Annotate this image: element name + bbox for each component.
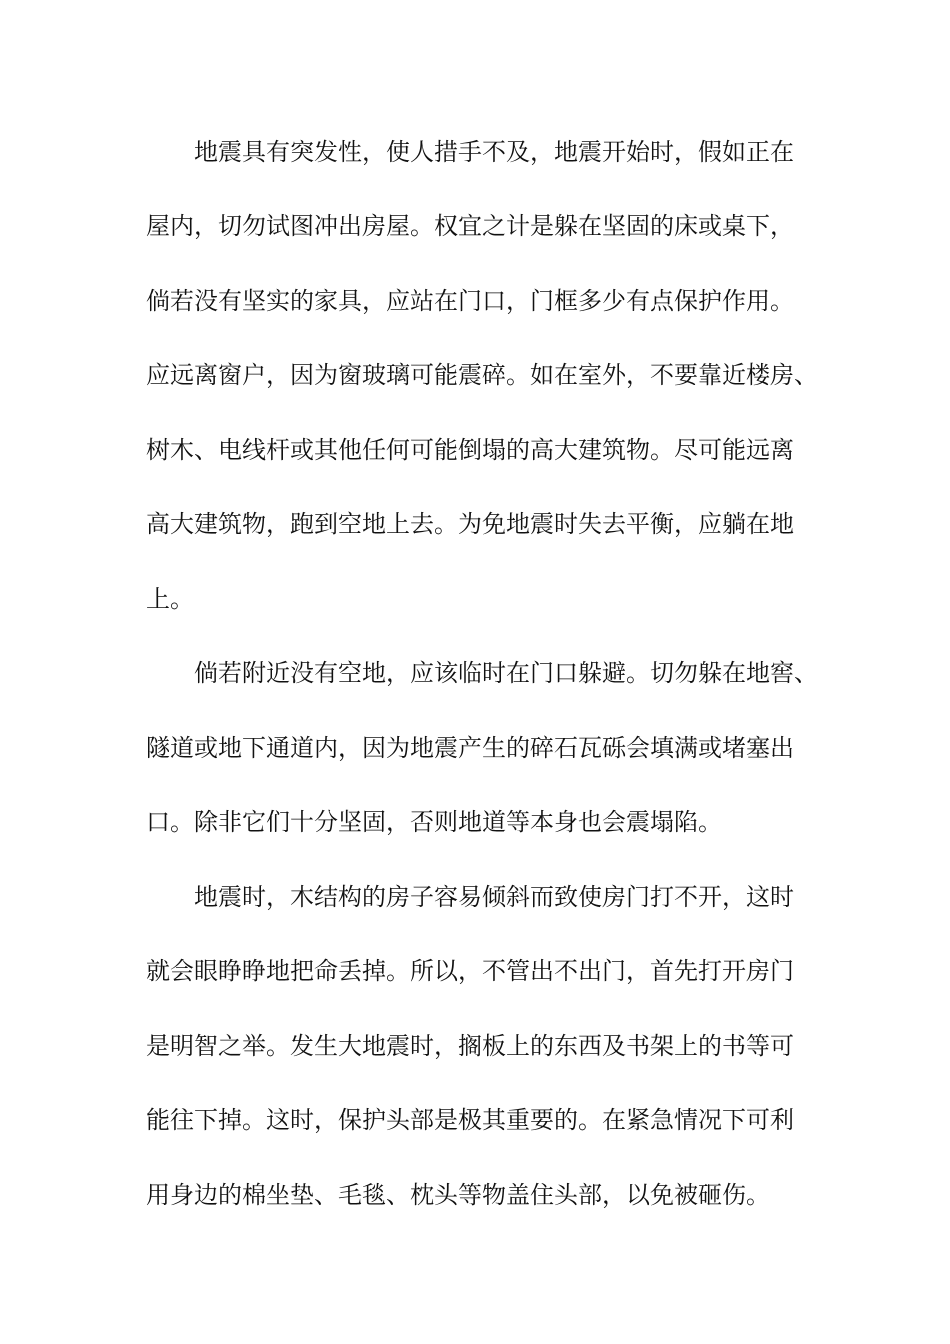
text-line <box>0 1175 950 1215</box>
text-line <box>0 355 950 395</box>
text-line-content: 口。除非它们十分坚固，否则地道等本身也会震塌陷。 <box>146 808 722 836</box>
text-line-content: 应远离窗户，因为窗玻璃可能震碎。如在室外，不要靠近楼房、 <box>146 361 818 389</box>
text-line-content: 是明智之举。发生大地震时，搁板上的东西及书架上的书等可 <box>146 1032 794 1060</box>
text-line-content: 倘若没有坚实的家具，应站在门口，门框多少有点保护作用。 <box>146 287 794 315</box>
text-line <box>0 430 950 470</box>
text-line <box>0 1100 950 1140</box>
text-line <box>0 1026 950 1066</box>
text-line <box>0 951 950 991</box>
text-line <box>0 653 950 693</box>
text-line-content: 地震具有突发性，使人措手不及，地震开始时，假如正在 <box>194 138 794 166</box>
text-line-content: 能往下掉。这时，保护头部是极其重要的。在紧急情况下可利 <box>146 1106 794 1134</box>
text-line <box>0 802 950 842</box>
text-line-content: 地震时，木结构的房子容易倾斜而致使房门打不开，这时 <box>194 883 794 911</box>
text-line-content: 上。 <box>146 585 194 613</box>
text-line <box>0 579 950 619</box>
text-line-content: 倘若附近没有空地，应该临时在门口躲避。切勿躲在地窖、 <box>194 659 818 687</box>
text-line <box>0 281 950 321</box>
text-line <box>0 728 950 768</box>
text-line <box>0 877 950 917</box>
text-line <box>0 504 950 544</box>
text-line-content: 就会眼睁睁地把命丢掉。所以，不管出不出门，首先打开房门 <box>146 957 794 985</box>
text-line-content: 屋内，切勿试图冲出房屋。权宜之计是躲在坚固的床或桌下， <box>146 212 794 240</box>
text-line-content: 高大建筑物，跑到空地上去。为免地震时失去平衡，应躺在地 <box>146 510 794 538</box>
text-line-content: 用身边的棉坐垫、毛毯、枕头等物盖住头部，以免被砸伤。 <box>146 1181 770 1209</box>
text-line-content: 隧道或地下通道内，因为地震产生的碎石瓦砾会填满或堵塞出 <box>146 734 794 762</box>
text-line <box>0 132 950 172</box>
text-line <box>0 206 950 246</box>
text-line-content: 树木、电线杆或其他任何可能倒塌的高大建筑物。尽可能远离 <box>146 436 794 464</box>
